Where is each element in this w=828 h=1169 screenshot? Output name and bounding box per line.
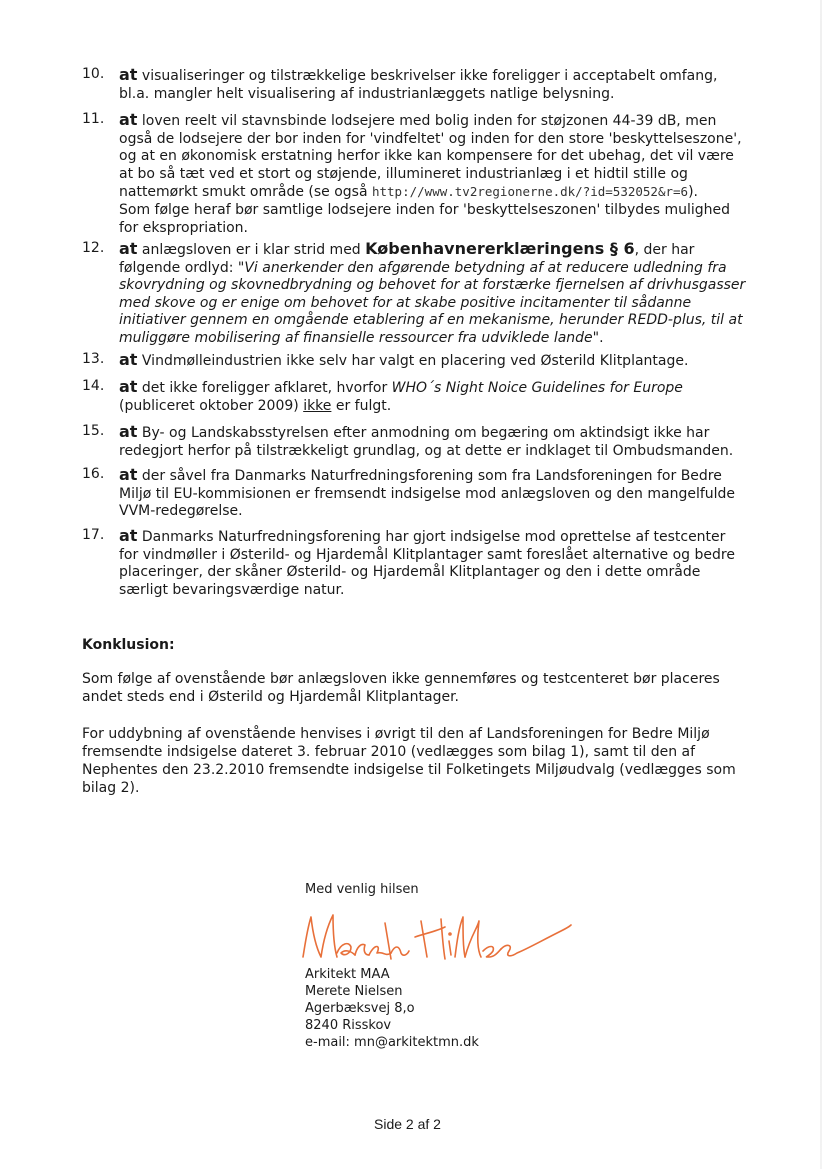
keyword-at: at [119,239,138,258]
item-text: visualiseringer og tilstrækkelige beskrivelser ikke foreligger i acceptabelt omfang, [141,68,718,84]
quote-text: med skove og er enige om behovet for at skabe positive incitamenter til sådanne [119,294,692,311]
keyword-at: at [119,65,138,84]
signature-block [305,966,479,1051]
item-text: og at en økonomisk erstatning herfor ikke kan kompensere for det ubehag, det vil være [119,148,734,165]
emphasis-text: ikke [303,397,332,414]
signer-name: Merete Nielsen [305,984,403,999]
item-text: Som følge heraf bør samtlige lodsejere inden for 'beskyttelseszonen' tilbydes mulighed [119,201,731,218]
reference-link[interactable]: http://www.tv2regionerne.dk/?id=532052&r=6 [371,184,689,200]
declaration-name: Københavnererklæringens § 6 [365,239,635,258]
keyword-at: at [119,526,138,545]
item-number: 13. [82,351,105,367]
keyword-at: at [119,110,138,129]
item-text: nattemørkt smukt område (se også [119,184,372,201]
paragraph-line: For uddybning af ovenstående henvises i øvrigt til den af Landsforeningen for Bedre Miljø [82,726,710,742]
item-text: for vindmøller i Østerild- og Hjardemål Klitplantager samt foreslået alternative og bedre [119,546,735,563]
item-number: 14. [82,378,105,394]
item-text: By- og Landskabsstyrelsen efter anmodning om begæring om aktindsigt ikke har [141,425,710,441]
quote-text: muliggøre mobilisering af finansielle ressourcer fra udviklede lande" [119,329,600,346]
item-text: er fulgt. [331,397,392,414]
item-text: det ikke foreligger afklaret, hvorfor [141,380,392,396]
quote-text: skovrydning og skovnedbrydning og behovet for at forstærke fjernelsen af drivhusgasser [119,277,746,294]
item-text: Danmarks Naturfredningsforening har gjort indsigelse mod oprettelse af testcenter [141,529,726,545]
quote-text: initiativer gennem en omgående etablering af en mekanisme, herunder REDD-plus, til at [119,312,743,329]
item-text: anlægsloven er i klar strid med [141,242,366,258]
item-text: følgende ordlyd: [119,259,238,276]
conclusion-heading: Konklusion: [82,637,175,653]
item-number: 15. [82,423,105,439]
conclusion-paragraph [82,670,742,706]
keyword-at: at [119,377,138,396]
item-text: . [599,329,604,346]
signer-email[interactable]: e-mail: mn@arkitektmn.dk [305,1035,479,1050]
item-text: der såvel fra Danmarks Naturfredningsforening som fra Landsforeningen for Bedre [141,468,722,484]
guideline-title: WHO´s Night Noice Guidelines for Europe [391,380,683,396]
item-text: placeringer, der skåner Østerild- og Hjardemål Klitplantager og den i dette område [119,564,701,581]
item-number: 11. [82,111,105,127]
signer-street: Agerbæksvej 8,o [305,1001,415,1016]
closing-greeting: Med venlig hilsen [305,882,419,897]
item-text: ). [688,184,698,201]
handwritten-signature [293,905,583,975]
item-text: loven reelt vil stavnsbinde lodsejere med bolig inden for støjzonen 44-39 dB, men [141,113,717,129]
item-text: bl.a. mangler helt visualisering af industrianlæggets natlige belysning. [119,85,615,102]
signer-title: Arkitekt MAA [305,967,390,982]
quote-text: "Vi anerkender den afgørende betydning af at reducere udledning fra [237,259,727,276]
reference-paragraph [82,725,742,797]
item-text: Miljø til EU-kommisionen er fremsendt indsigelse mod anlægsloven og den mangelfulde [119,485,736,502]
keyword-at: at [119,465,138,484]
item-text: (publiceret oktober 2009) [119,397,304,414]
keyword-at: at [119,350,138,369]
item-text: særligt bevaringsværdige natur. [119,581,345,598]
item-text: redegjort herfor på tilstrækkeligt grundlag, og at dette er indklaget til Ombudsmanden. [119,442,734,459]
item-number: 12. [82,240,105,256]
item-text: Vindmølleindustrien ikke selv har valgt en placering ved Østerild Klitplantage. [141,353,689,369]
item-text: , der har [634,242,695,258]
keyword-at: at [119,422,138,441]
paragraph-line: bilag 2). [82,780,140,796]
item-text: at bo så tæt ved et stort og støjende, illumineret industrianlæg i et hidtil stille og [119,165,688,182]
item-text: VVM-redegørelse. [119,503,243,520]
page-number: Side 2 af 2 [374,1116,441,1132]
scan-edge [820,0,822,1169]
paragraph-line: Som følge af ovenstående bør anlægsloven ikke gennemføres og testcenteret bør placeres [82,671,720,687]
paragraph-line: andet steds end i Østerild og Hjardemål Klitplantager. [82,689,460,705]
paragraph-line: Nephentes den 23.2.2010 fremsendte indsigelse til Folketingets Miljøudvalg (vedlægges som [82,762,736,778]
item-number: 16. [82,466,105,482]
item-text: for ekspropriation. [119,219,248,236]
item-number: 10. [82,66,105,82]
item-number: 17. [82,527,105,543]
signer-city: 8240 Risskov [305,1018,392,1033]
item-text: også de lodsejere der bor inden for 'vindfeltet' og inden for den store 'beskyttelseszone', [119,130,742,147]
paragraph-line: fremsendte indsigelse dateret 3. februar 2010 (vedlægges som bilag 1), samt til den af [82,744,696,760]
